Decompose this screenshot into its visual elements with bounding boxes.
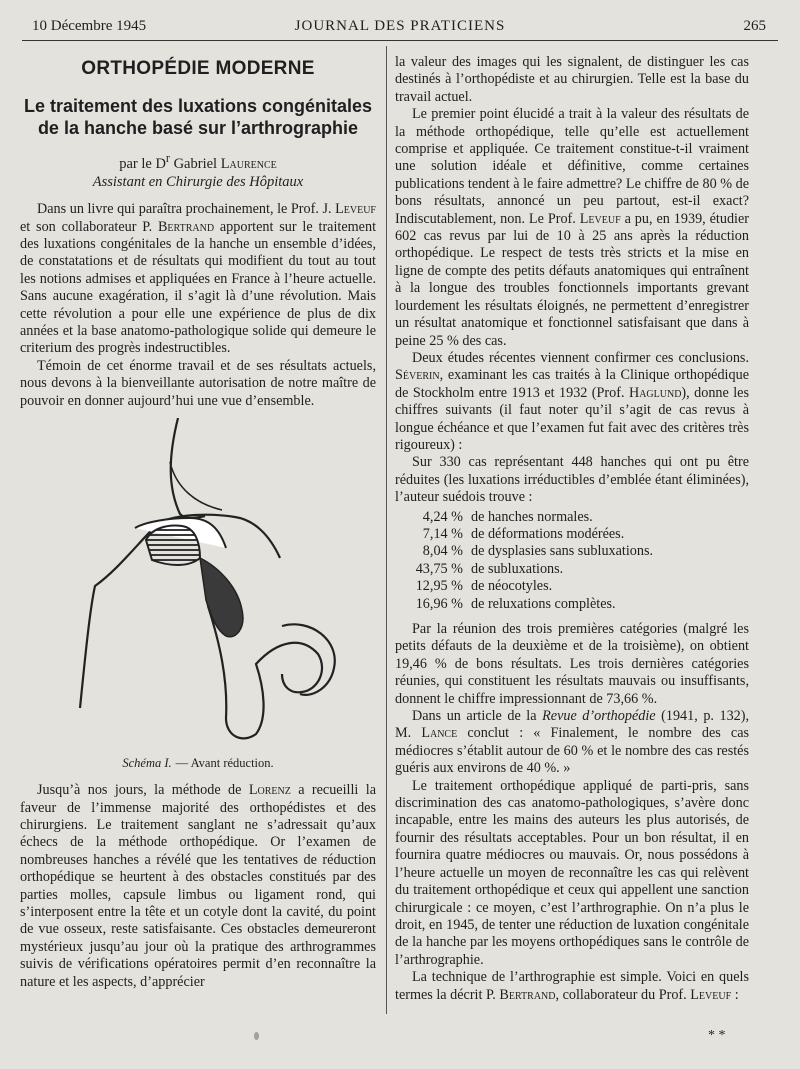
text-run: : — [734, 986, 739, 1003]
paragraph-lance — [395, 708, 749, 778]
text-run: Jusqu’à nos jours, la méthode de — [37, 782, 242, 799]
left-column — [20, 54, 376, 991]
text-run: Dans un livre qui paraîtra prochainement, le Prof. J. — [37, 201, 332, 218]
stat-percent: 4,24 % — [422, 508, 463, 525]
femoral-head-shaded — [200, 558, 243, 637]
trochanter-outline — [282, 624, 335, 695]
journal-reference: Revue d’orthopédie — [542, 708, 656, 725]
paragraph-premier-point — [395, 106, 749, 350]
text-run: La technique de l’arthrographie est simple. Voici en quels termes la décrit P. — [395, 969, 749, 1003]
person-name: Lance — [421, 725, 458, 742]
person-name: Leveuf — [335, 201, 376, 218]
person-name: Lorenz — [248, 782, 291, 799]
text-run: a recueilli la faveur de l’immense majorité des orthopédistes et des chirurgiens. Le traitement sanglant ne s’adressait qu’aux échecs de la méthode orthopédique. Or l’examen de nombreuses hanches a révélé que les tentatives de réduction orthopédique se heurtent à des obstacles constitués par des parties molles, capsule limbus ou ligament rond, qui s’interposent entre la tête et un cotyle dont la cavité, du point de vue osseux, reste satisfaisante. Ces obstacles demeureront mystérieux jusqu’au jour où la pratique des arthrogrammes suivis de vérifications opératoires permit d’en reconnaître la nature et les aspects, d’apprécier — [20, 782, 376, 990]
person-name: Séverin — [395, 367, 440, 384]
text-run: a pu, en 1939, étudier 602 cas revus par lui de 10 à 25 ans après la réduction orthopédique. Le respect de tests très stricts et la mise en ligne de compte des petits défauts anatomiques qui entraînent à la longue des troubles fonctionnels importants grevant lourdement les résultats éloignés, ne permettent d’enregistrer un résultat anatomique et fonctionnel satisfaisant que dans à peine 25 % des cas. — [395, 210, 750, 349]
paragraph-lorenz — [20, 782, 376, 991]
text-run: et son collaborateur P. — [20, 218, 153, 235]
byline-sup: r — [165, 151, 170, 166]
list-item — [395, 543, 749, 560]
author-last-name: Laurence — [220, 156, 277, 173]
text-run: Le premier point élucidé a trait à la valeur des résultats de la méthode orthopédique, telle qu’elle est actuellement comprise et appliquée. Ce traitement constitue-t-il vraiment une solution idéale et définitive, comme certaines publications tendent à le faire admettre? Le chiffre de 80 % de bons résultats, annoncé un peu partout, est-il exact? Indiscutablement, non. Le Prof. — [395, 106, 749, 227]
stat-percent: 16,96 % — [415, 595, 463, 612]
author-first-name: Gabriel — [173, 156, 218, 173]
person-name: Bertrand — [157, 218, 215, 235]
text-run: Dans un article de la — [412, 708, 537, 725]
issue-date: 10 Décembre 1945 — [32, 18, 147, 34]
paragraph-reunion: Par la réunion des trois premières catégories (malgré les petits défauts de la deuxième et de la troisième), on obtient 19,46 % de bons résultats. Les trois dernières catégories réunies, qui constituent les résultats mauvais ou insuffisants, donnent le chiffre impressionnant de 73,66 %. — [395, 621, 749, 707]
right-column — [395, 54, 749, 1004]
capsule-line — [170, 462, 222, 510]
person-name: Bertrand — [499, 986, 556, 1003]
stat-label: de déformations modérées. — [471, 525, 625, 542]
paragraph-continuation: la valeur des images qui les signalent, de distinguer les cas destinés à l’orthopédiste et au chirurgien. Telle est la base du travail actuel. — [395, 54, 749, 105]
byline-prefix: par le D — [119, 156, 166, 173]
caption-text: — Avant réduction. — [175, 755, 274, 770]
continuation-marks: * * — [708, 1028, 726, 1043]
stat-label: de hanches normales. — [471, 508, 593, 525]
list-item — [395, 561, 749, 578]
stat-label: de néocotyles. — [471, 578, 553, 595]
list-item — [395, 578, 749, 595]
figure-caption — [20, 755, 376, 772]
person-name: Haglund — [628, 384, 682, 401]
text-run: (1941, p. 132), M. — [395, 708, 750, 742]
hatched-cartilage — [146, 526, 200, 565]
list-item — [395, 596, 749, 613]
hip-diagram — [50, 418, 340, 750]
text-run: Deux études récentes viennent confirmer ces conclusions. — [412, 349, 749, 366]
paragraph-traitement: Le traitement orthopédique appliqué de parti-pris, sans discrimination des cas anatomo-pathologiques, s’avère donc incapable, entre les mains des auteurs les plus autorisés, de fournir des résultats acceptables. Pour un bon résultat, il en fournira quatre médiocres ou mauvais. Or, nous possédons à l’heure actuelle un moyen de reconnaître les cas qui relèvent du traitement orthopédique et ceux qui appellent une sanction chirurgicale : ce moyen, c’est l’arthrographie. On n’a plus le droit, en 1945, de tenter une réduction de luxation congénitale de la hanche par les moyens orthopédiques sans le contrôle de l’arthrographie. — [395, 777, 749, 968]
stat-label: de reluxations complètes. — [471, 595, 616, 612]
pelvis-outline — [171, 418, 205, 518]
stat-percent: 7,14 % — [422, 525, 463, 542]
caption-label: Schéma I. — [122, 755, 172, 770]
paragraph-technique — [395, 969, 749, 1004]
ink-smudge — [254, 1032, 259, 1040]
text-run: conclut : « Finalement, le nombre des cas médiocres s’établit autour de 60 % et le nombre des cas restés guéris aux environs de 40 %. » — [395, 725, 750, 777]
stat-percent: 12,95 % — [415, 578, 463, 595]
paragraph-intro — [20, 201, 376, 358]
running-header — [22, 14, 778, 41]
person-name: Leveuf — [579, 210, 621, 227]
text-run: , examinant les cas traités à la Clinique orthopédique de Stockholm entre 1913 et 1932 (Prof. — [395, 367, 749, 401]
stat-percent: 8,04 % — [422, 543, 463, 560]
byline — [20, 149, 376, 173]
section-title: ORTHOPÉDIE MODERNE — [81, 58, 315, 79]
column-divider — [386, 46, 387, 1014]
person-name: Leveuf — [690, 986, 732, 1003]
paragraph-sur-330: Sur 330 cas représentant 448 hanches qui ont pu être réduites (les luxations irréductibles d’emblée étant éliminées), l’auteur suédois trouve : — [395, 454, 749, 506]
paragraph-deux-etudes — [395, 350, 749, 454]
stat-percent: 43,75 % — [415, 560, 463, 577]
statistics-list — [395, 509, 749, 613]
text-run: , collaborateur du Prof. — [555, 986, 687, 1003]
list-item — [395, 509, 749, 526]
article-title: Le traitement des luxations congénitales de la hanche basé sur l’arthrographie — [23, 96, 373, 139]
page-number: 265 — [743, 18, 766, 34]
stat-label: de subluxations. — [471, 560, 564, 577]
stat-label: de dysplasies sans subluxations. — [471, 543, 654, 560]
paragraph-temoin: Témoin de cet énorme travail et de ses résultats actuels, nous devons à la bienveillante autorisation de notre maître de pouvoir en donner aujourd’hui une vue d’ensemble. — [20, 357, 376, 409]
text-run: ), donne les chiffres suivants (il faut noter qu’il s’agit de cas revus à longue échéance et que l’examen fut fait avec des critères très rigoureux) : — [395, 384, 749, 453]
hip-diagram-figure — [20, 418, 376, 776]
list-item — [395, 526, 749, 543]
author-affiliation: Assistant en Chirurgie des Hôpitaux — [92, 174, 304, 191]
text-run: apportent sur le traitement des luxations congénitales de la hanche un ensemble d’idées, de constatations et de résultats qui modifient du tout au tout les notions admises et appliquées en France à l’heure actuelle. Sans aucune exagération, il s’agit là d’une révolution. Mais cette révolution a pour elle une expérience de plus de dix années et la base anatomo-pathologique solide qui demeure le criterium des progrès indestructibles. — [20, 218, 377, 357]
journal-title: JOURNAL DES PRATICIENS — [294, 18, 506, 34]
